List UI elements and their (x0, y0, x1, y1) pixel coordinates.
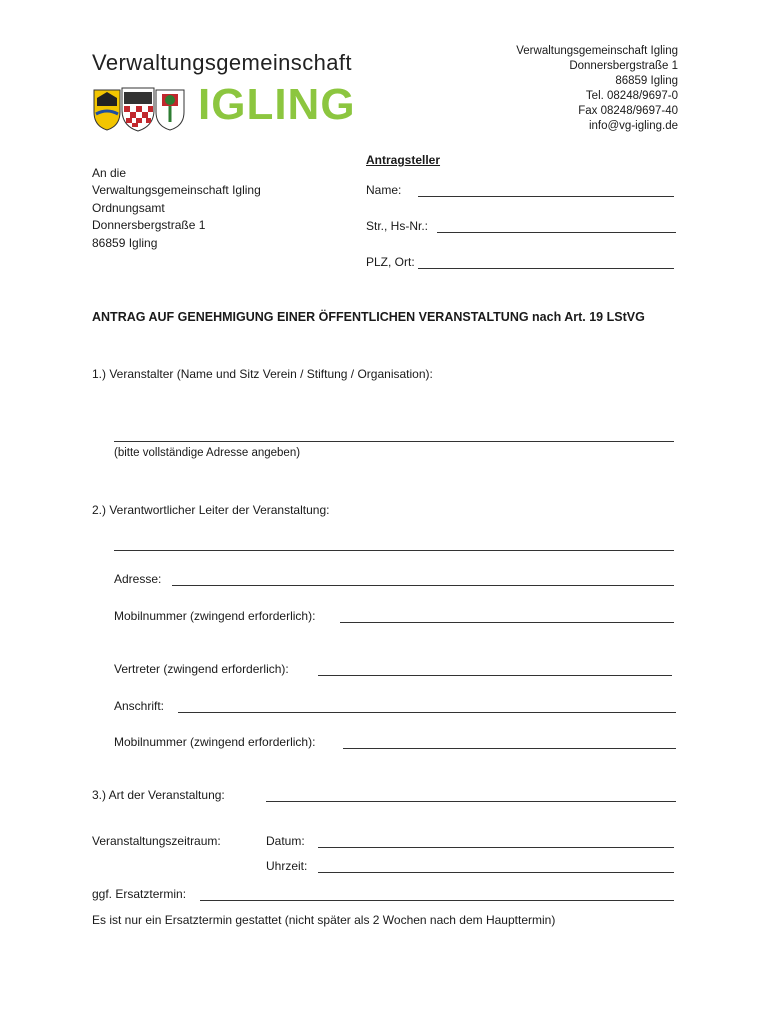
applicant-heading: Antragsteller (366, 153, 441, 167)
deputy-mobile-field[interactable] (343, 748, 676, 749)
name-field[interactable] (418, 196, 674, 197)
section2-label: 2.) Verantwortlicher Leiter der Veranstaltung: (92, 503, 330, 517)
time-field[interactable] (318, 872, 674, 873)
org-name: Verwaltungsgemeinschaft (92, 50, 352, 75)
section1-hint: (bitte vollständige Adresse angeben) (114, 447, 301, 459)
contact-line: Verwaltungsgemeinschaft Igling (516, 45, 678, 57)
alt-date-note: Es ist nur ein Ersatztermin gestattet (nicht später als 2 Wochen nach dem Haupttermin) (92, 913, 556, 927)
contact-line: Fax 08248/9697-40 (578, 105, 678, 117)
period-label: Veranstaltungszeitraum: (92, 834, 221, 848)
street-label: Str., Hs-Nr.: (366, 219, 429, 233)
city-field[interactable] (418, 268, 674, 269)
brand-name: IGLING (198, 80, 356, 129)
recipient-line: 86859 Igling (92, 236, 158, 250)
recipient-line: An die (92, 166, 127, 180)
contact-line: Donnersbergstraße 1 (569, 60, 678, 72)
contact-line: 86859 Igling (615, 75, 678, 87)
alt-date-label: ggf. Ersatztermin: (92, 887, 187, 901)
contact-block (516, 44, 678, 134)
form-title: ANTRAG AUF GENEHMIGUNG EINER ÖFFENTLICHEN VERANSTALTUNG nach Art. 19 LStVG (92, 310, 645, 324)
date-field[interactable] (318, 847, 674, 848)
deputy-field[interactable] (318, 675, 672, 676)
deputy-address-field[interactable] (178, 712, 676, 713)
time-label: Uhrzeit: (266, 859, 308, 873)
mobile-label: Mobilnummer (zwingend erforderlich): (114, 609, 316, 623)
section3-label: 3.) Art der Veranstaltung: (92, 788, 225, 802)
event-type-field[interactable] (266, 801, 676, 802)
leader-address-field[interactable] (172, 585, 674, 586)
recipient-line: Ordnungsamt (92, 201, 165, 215)
section1-label: 1.) Veranstalter (Name und Sitz Verein / Stiftung / Organisation): (92, 367, 433, 381)
deputy-label: Vertreter (zwingend erforderlich): (114, 662, 289, 676)
crest-logo-icon (90, 84, 190, 132)
leader-name-field[interactable] (114, 550, 674, 551)
date-label: Datum: (266, 834, 305, 848)
contact-email: info@vg-igling.de (588, 120, 678, 132)
deputy-mobile-label: Mobilnummer (zwingend erforderlich): (114, 735, 316, 749)
recipient-line: Donnersbergstraße 1 (92, 218, 206, 232)
alt-date-field[interactable] (200, 900, 674, 901)
city-label: PLZ, Ort: (366, 255, 415, 269)
street-field[interactable] (437, 232, 676, 233)
recipient-line: Verwaltungsgemeinschaft Igling (92, 183, 261, 197)
address-label: Adresse: (114, 572, 162, 586)
deputy-address-label: Anschrift: (114, 699, 165, 713)
name-label: Name: (366, 183, 402, 197)
organizer-field[interactable] (114, 441, 674, 442)
contact-line: Tel. 08248/9697-0 (585, 90, 678, 102)
leader-mobile-field[interactable] (340, 622, 674, 623)
